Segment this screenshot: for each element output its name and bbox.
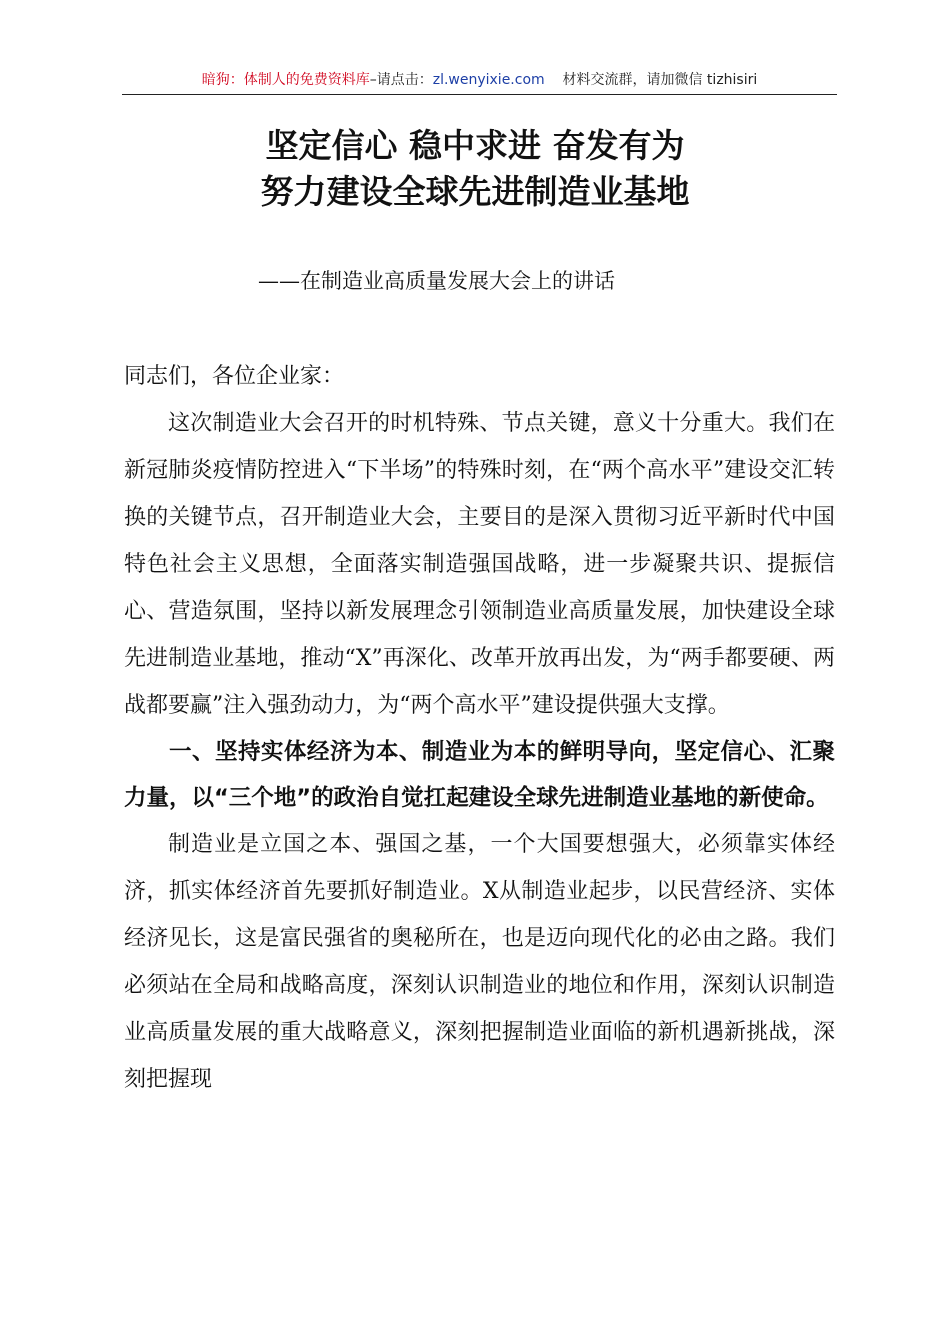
paragraph-2: 制造业是立国之本、强国之基，一个大国要想强大，必须靠实体经济，抓实体经济首先要抓好制造业。X从制造业起步，以民营经济、实体经济见长，这是富民强省的奥秘所在，也是迈向现代化的必由之路。我们必须站在全局和战略高度，深刻认识制造业的地位和作用，深刻认识制造业高质量发展的重大战略意义，深刻把握制造业面临的新机遇新挑战，深刻把握现 [124, 832, 835, 1092]
section-heading-1: 一、坚持实体经济为本、制造业为本的鲜明导向，坚定信心、汇聚力量，以“三个地”的政治自觉扛起建设全球先进制造业基地的新使命。 [124, 739, 835, 811]
header-url-link[interactable]: zl.wenyixie.com [432, 72, 545, 88]
subtitle: ——在制造业高质量发展大会上的讲话 [258, 269, 615, 293]
page-header [122, 70, 837, 90]
header-contact: 材料交流群，请加微信 tizhisiri [562, 72, 758, 88]
salutation: 同志们，各位企业家： [124, 364, 345, 389]
header-prompt: –请点击： [369, 72, 433, 88]
speech-body [124, 353, 835, 1103]
title-line-1: 坚定信心 稳中求进 奋发有为 [265, 126, 685, 165]
title-line-2: 努力建设全球先进制造业基地 [260, 172, 690, 211]
header-brand: 暗狗：体制人的免费资料库 [201, 72, 370, 88]
paragraph-1: 这次制造业大会召开的时机特殊、节点关键，意义十分重大。我们在新冠肺炎疫情防控进入“下半场”的特殊时刻，在“两个高水平”建设交汇转换的关键节点，召开制造业大会，主要目的是深入贯彻习近平新时代中国特色社会主义思想，全面落实制造强国战略，进一步凝聚共识、提振信心、营造氛围，坚持以新发展理念引领制造业高质量发展，加快建设全球先进制造业基地，推动“X”再深化、改革开放再出发，为“两手都要硬、两战都要赢”注入强劲动力，为“两个高水平”建设提供强大支撑。 [124, 411, 835, 718]
header-divider [122, 94, 837, 95]
